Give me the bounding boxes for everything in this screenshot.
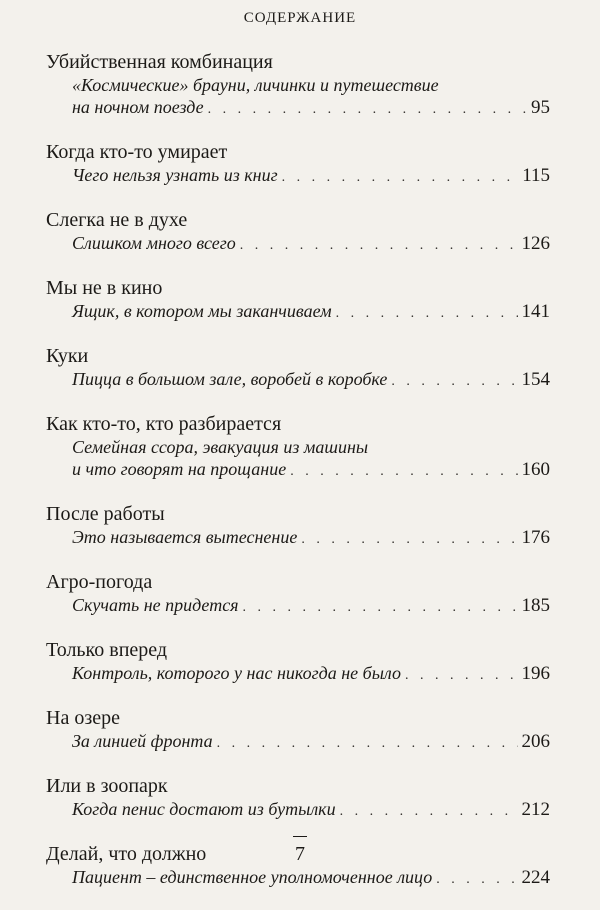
chapter-page-number: 196 <box>521 663 550 684</box>
chapter-subtitle-line <box>72 866 550 891</box>
chapter-subtitle <box>46 866 550 891</box>
dot-leader <box>240 235 518 257</box>
chapter-subtitle <box>46 798 550 823</box>
chapter-subtitle-text: Слишком много всего <box>72 233 236 253</box>
chapter-page-number: 141 <box>521 301 550 322</box>
chapter-title: Мы не в кино <box>46 277 163 299</box>
chapter-title: Куки <box>46 345 89 367</box>
chapter-subtitle-text: Чего нельзя узнать из книг <box>72 165 278 185</box>
dot-leader <box>336 303 518 325</box>
toc-entry <box>46 638 550 687</box>
dot-leader <box>290 461 517 483</box>
chapter-subtitle-line <box>72 164 550 189</box>
chapter-subtitle-text: Когда пенис достают из бутылки <box>72 799 336 819</box>
chapter-subtitle-text: Пицца в большом зале, воробей в коробке <box>72 369 388 389</box>
chapter-subtitle-line <box>72 458 550 483</box>
chapter-subtitle-line <box>72 368 550 393</box>
chapter-subtitle <box>46 164 550 189</box>
toc-entry <box>46 706 550 755</box>
chapter-subtitle-line <box>72 232 550 257</box>
chapter-subtitle <box>46 730 550 755</box>
chapter-page-number: 185 <box>521 595 550 616</box>
dot-leader <box>391 371 517 393</box>
chapter-subtitle <box>46 300 550 325</box>
chapter-subtitle-line: «Космические» брауни, личинки и путешествие <box>72 75 439 95</box>
chapter-page-number: 115 <box>522 165 550 186</box>
chapter-page-number: 212 <box>521 799 550 820</box>
chapter-subtitle-text: Контроль, которого у нас никогда не было <box>72 663 401 683</box>
dot-leader <box>282 167 519 189</box>
chapter-subtitle <box>46 594 550 619</box>
chapter-title: Агро-погода <box>46 571 153 593</box>
dot-leader <box>340 801 518 823</box>
chapter-subtitle-line <box>72 798 550 823</box>
chapter-subtitle-text: Пациент – единственное уполномоченное лицо <box>72 867 433 887</box>
chapter-page-number: 126 <box>521 233 550 254</box>
chapter-subtitle-text: на ночном поезде <box>72 97 204 117</box>
chapter-title: Когда кто-то умирает <box>46 141 228 163</box>
dot-leader <box>208 99 527 121</box>
chapter-subtitle <box>46 74 550 121</box>
chapter-subtitle-text: Это называется вытеснение <box>72 527 298 547</box>
chapter-subtitle-line <box>72 526 550 551</box>
toc-entry <box>46 208 550 257</box>
chapter-subtitle-line <box>72 594 550 619</box>
chapter-subtitle-text: Скучать не придется <box>72 595 239 615</box>
chapter-page-number: 224 <box>521 867 550 888</box>
chapter-subtitle <box>46 436 550 483</box>
footer-rule <box>293 836 307 837</box>
page-footer <box>0 836 600 866</box>
page-number: 7 <box>295 843 305 865</box>
chapter-subtitle <box>46 368 550 393</box>
chapter-title: Как кто-то, кто разбирается <box>46 413 282 435</box>
toc-entry <box>46 774 550 823</box>
dot-leader <box>436 869 517 891</box>
chapter-subtitle-line <box>72 662 550 687</box>
toc-entry <box>46 344 550 393</box>
chapter-title: На озере <box>46 707 120 729</box>
chapter-subtitle-line <box>72 96 550 121</box>
chapter-title: Или в зоопарк <box>46 775 168 797</box>
toc-list <box>46 50 550 910</box>
dot-leader <box>217 733 518 755</box>
toc-entry <box>46 502 550 551</box>
toc-entry <box>46 140 550 189</box>
toc-entry <box>46 50 550 121</box>
chapter-subtitle-line: Семейная ссора, эвакуация из машины <box>72 437 369 457</box>
chapter-page-number: 176 <box>521 527 550 548</box>
chapter-subtitle-line <box>72 730 550 755</box>
toc-entry <box>46 276 550 325</box>
chapter-subtitle-text: Ящик, в котором мы заканчиваем <box>72 301 332 321</box>
chapter-page-number: 206 <box>521 731 550 752</box>
toc-entry <box>46 570 550 619</box>
chapter-title: После работы <box>46 503 165 525</box>
chapter-subtitle-text: За линией фронта <box>72 731 213 751</box>
dot-leader <box>301 529 517 551</box>
dot-leader <box>243 597 518 619</box>
chapter-title: Только вперед <box>46 639 168 661</box>
chapter-subtitle-line <box>72 300 550 325</box>
page-title: СОДЕРЖАНИЕ <box>243 10 357 26</box>
chapter-title: Делай, что должно <box>46 843 207 865</box>
chapter-title: Слегка не в духе <box>46 209 188 231</box>
chapter-page-number: 95 <box>531 97 550 118</box>
chapter-page-number: 160 <box>521 459 550 480</box>
chapter-page-number: 154 <box>521 369 550 390</box>
toc-entry <box>46 412 550 483</box>
dot-leader <box>405 665 518 687</box>
chapter-subtitle <box>46 232 550 257</box>
chapter-title: Убийственная комбинация <box>46 51 273 73</box>
chapter-subtitle-text: и что говорят на прощание <box>72 459 287 479</box>
chapter-subtitle <box>46 526 550 551</box>
chapter-subtitle <box>46 662 550 687</box>
